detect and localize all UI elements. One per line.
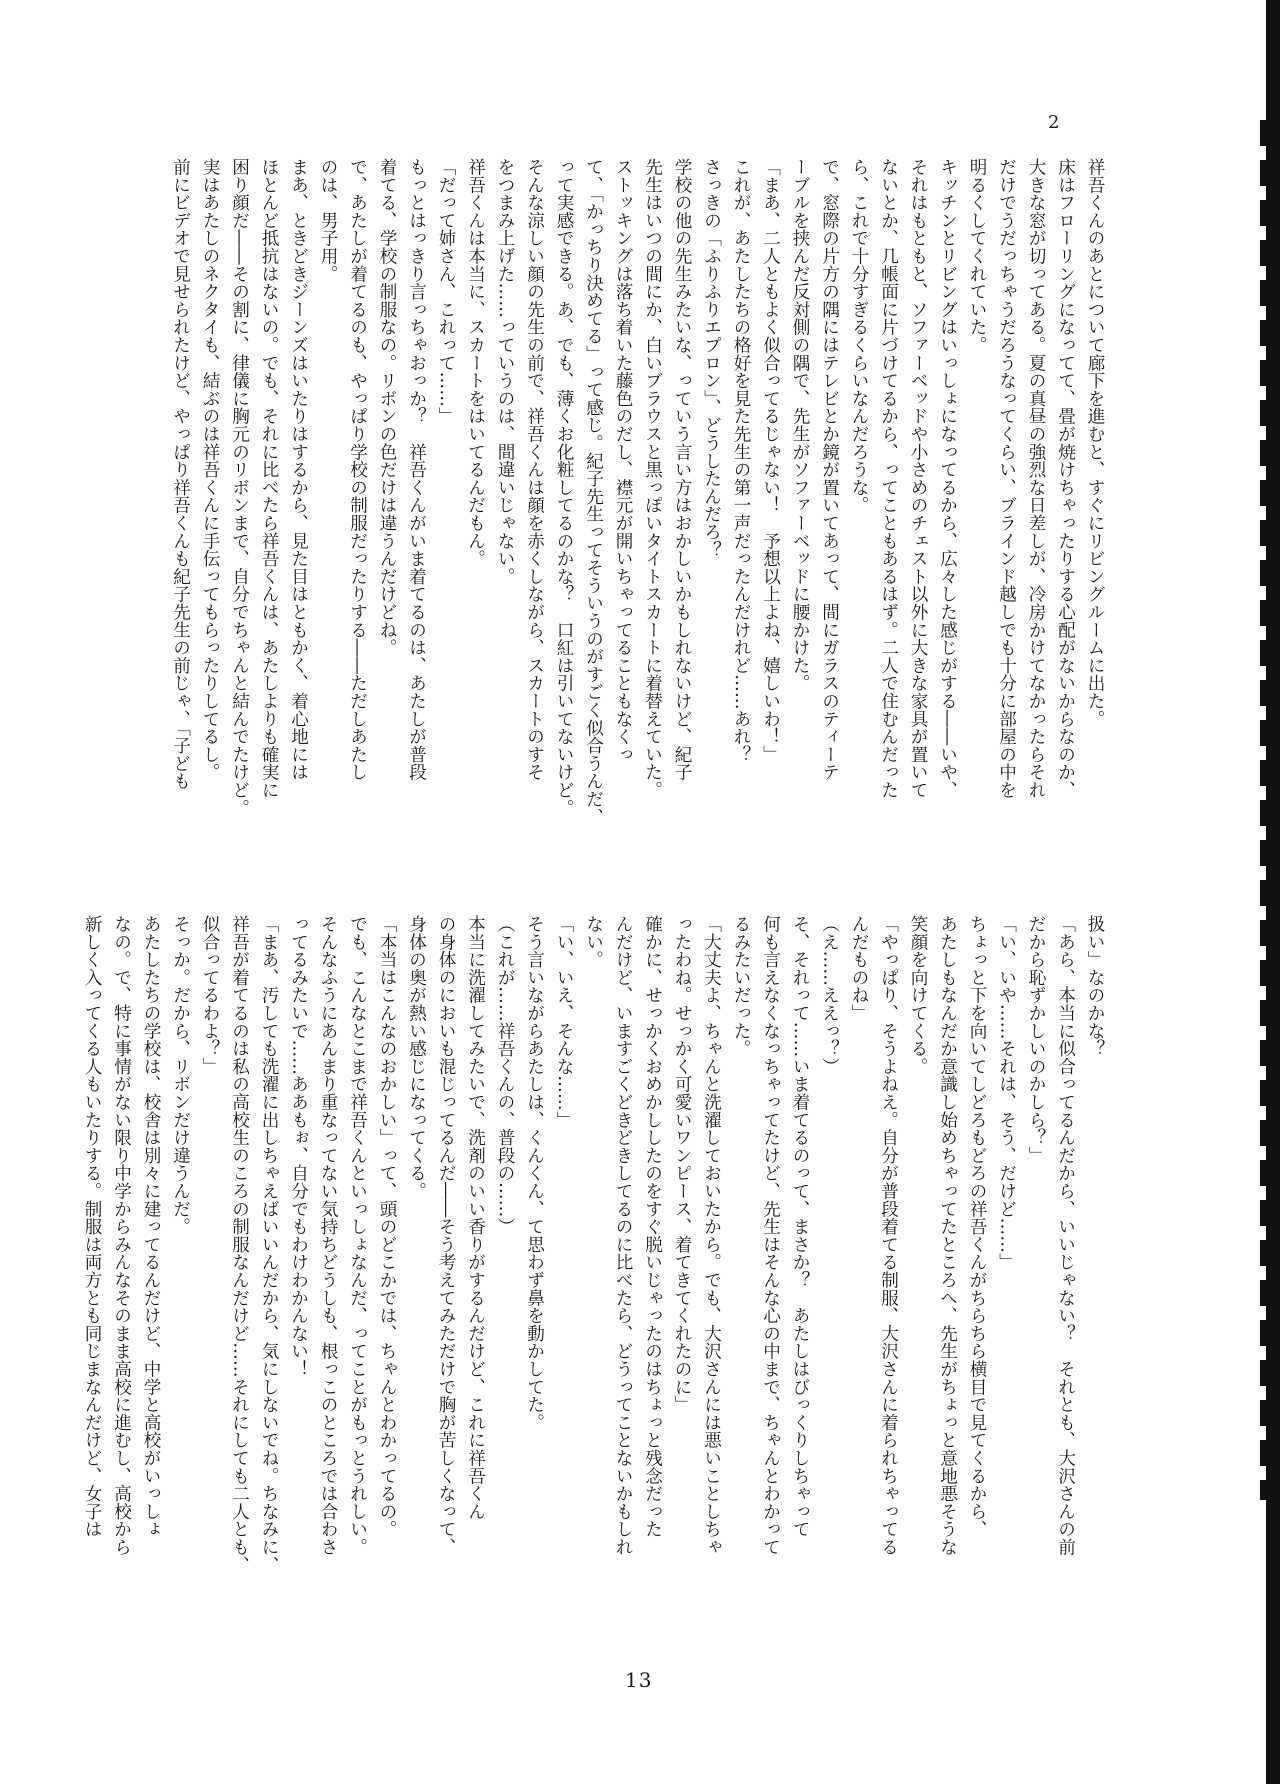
text-line: て、「かっちり決めてる」って感じ。紀子先生ってそういうのがすごく似合うんだ、: [583, 158, 604, 826]
text-line: ちょっと下を向いてしどろもどろの祥吾くんがちらちら横目で見てくるから、: [967, 915, 987, 1538]
text-line: だから恥ずかしいのかしら？」: [1026, 915, 1046, 1165]
text-line: 床はフローリングになってて、畳が焼けちゃったりする心配がないからなのか、: [1055, 158, 1076, 799]
text-line: ーブルを挟んだ反対側の隅で、先生がソファーベッドに腰かけた。: [790, 158, 810, 692]
text-line: 「だって姉さん、これって……」: [436, 158, 456, 425]
text-line: 「い、いえ、そんな……」: [554, 915, 574, 1129]
upper-text-block: [139, 158, 1109, 858]
text-line: ストッキングは落ち着いた藤色のだし、襟元が開いちゃってることもなくっ: [613, 158, 633, 764]
text-line: 「あら、本当に似合ってるんだから、いいじゃない？ それとも、大沢さんの前: [1055, 915, 1076, 1556]
text-line: 困り顔だ――その割に、律儀に胸元のリボンまで、自分でちゃんと結んでたけど。: [229, 158, 250, 817]
text-line: 「やっぱり、そうよねえ。自分が普段着てる制服、大沢さんに着られちゃってる: [878, 915, 899, 1556]
text-line: ほとんど抵抗はないの。でも、それに比べたら祥吾くんは、あたしよりも確実に: [259, 158, 279, 799]
text-line: 着てる、学校の制服なの。リボンの色だけは違うんだけどね。: [377, 158, 397, 657]
text-line: ったわね。せっかく可愛いワンピース、着てきてくれたのに」: [672, 915, 692, 1414]
text-line: まあ、ときどきジーンズはいたりはするから、見た目はともかく、着心地には: [288, 158, 309, 781]
text-line: 身体の奥が熱い感じになってくる。: [406, 915, 427, 1200]
text-line: 大きな窓が切ってある。夏の真昼の強烈な日差しが、冷房かけてなかったらそれ: [1026, 158, 1046, 799]
page-number: 13: [625, 1668, 653, 1692]
text-line: （これが……祥吾くんの、普段の……）: [495, 915, 515, 1236]
text-line: 先生はいつの間にか、白いブラウスと黒っぽいタイトスカートに着替えていた。: [642, 158, 663, 799]
text-line: （え……ええっ？）: [819, 915, 840, 1076]
text-line: 「まあ、二人ともよく似合ってるじゃない！ 予想以上よね、嬉しいわ！」: [760, 158, 781, 764]
text-line: 祥吾が着てるのは私の高校生のころの制服なんだけど……それにしても二人とも、: [229, 915, 250, 1574]
text-line: そんな涼しい顔の先生の前で、祥吾くんは顔を赤くしながら、スカートのすそ: [524, 158, 545, 781]
text-line: そ、それって……いま着てるのって、まさか？ あたしはびっくりしちゃって: [790, 915, 810, 1538]
text-line: ってるみたいで……ああもぉ、自分でもわけわかんない！: [288, 915, 309, 1378]
text-line: んだけど、いますごくどきどきしてるのに比べたら、どうってことないかもしれ: [613, 915, 633, 1556]
text-line: ら、これで十分すぎるくらいなんだろうな。: [849, 158, 869, 514]
text-line: そう言いながらあたしは、くんくん、て思わず鼻を動かしてた。: [524, 915, 545, 1432]
text-line: の身体のにおいも混じってるんだ――そう考えてみただけで胸が苦しくなって、: [436, 915, 456, 1556]
text-line: 本当に洗濯してみたいで、洗剤のいい香りがするんだけど、これに祥吾くん: [465, 915, 486, 1521]
text-line: 確かに、せっかくおめかししたのをすぐ脱いじゃったのはちょっと残念だった: [642, 915, 663, 1538]
text-line: 祥吾くんは本当に、スカートをはいてるんだもん。: [465, 158, 486, 568]
text-line: 新しく入ってくる人もいたりする。制服は両方とも同じまなんだけど、女子は: [82, 915, 102, 1538]
text-line: ない。: [583, 915, 604, 969]
text-line: で、あたしが着てるのも、やっぱり学校の制服だったりする――ただしあたし: [347, 158, 368, 781]
text-line: のは、男子用。: [318, 158, 338, 283]
text-line: 前にビデオで見せられたけど、やっぱり祥吾くんも紀子先生の前じゃ、「子ども: [170, 158, 191, 790]
text-line: 実はあたしのネクタイも、結ぶのは祥吾くんに手伝ってもらったりしてるし。: [200, 158, 220, 781]
text-line: あたしたちの学校は、校舎は別々に建ってるんだけど、中学と高校がいっしょ: [141, 915, 161, 1538]
text-line: キッチンとリビングはいっしょになってるから、広々した感じがする――いや、: [937, 158, 958, 799]
text-line: 笑顔を向けてくる。: [908, 915, 928, 1076]
text-line: 「大丈夫よ、ちゃんと洗濯しておいたから。でも、大沢さんには悪いことしちゃ: [701, 915, 722, 1556]
text-line: 祥吾くんのあとについて廊下を進むと、すぐにリビングルームに出た。: [1085, 158, 1105, 728]
text-line: そっか。だから、リボンだけ違うんだ。: [170, 915, 191, 1236]
text-line: ないとか、几帳面に片づけてるから、ってこともあるはず。二人で住むんだった: [878, 158, 899, 799]
text-line: それはもともと、ソファーベッドや小さめのチェスト以外に大きな家具が置いて: [908, 158, 928, 799]
text-line: 「本当はこんなのおかしい」って、頭のどこかでは、ちゃんとわかってるの。: [377, 915, 397, 1538]
text-line: だけでうだっちゃうだろうなってくらい、ブラインド越しでも十分に部屋の中を: [996, 158, 1017, 799]
text-line: さっきの「ふりふりエプロン」、どうしたんだろ？: [701, 158, 722, 559]
text-line: 何も言えなくなっちゃってたけど、先生はそんな心の中まで、ちゃんとわかって: [760, 915, 781, 1556]
text-line: んだものね」: [849, 915, 869, 1022]
text-line: で、窓際の片方の隅にはテレビとか鏡が置いてあって、間にガラスのティーテ: [819, 158, 840, 781]
text-line: 似合ってるわよ？」: [200, 915, 220, 1076]
lower-text-block: [82, 915, 1109, 1615]
text-line: でも、こんなとこまで祥吾くんといっしょなんだ、ってことがもっとうれしい。: [347, 915, 368, 1556]
text-line: 明るくしてくれていた。: [967, 158, 987, 354]
binding-edge-marks: [1266, 0, 1280, 1784]
text-line: って実感できる。あ、でも、薄くお化粧してるのかな？ 口紅は引いてないけど。: [554, 158, 574, 817]
text-line: をつまみ上げた……っていうのは、間違いじゃない。: [495, 158, 515, 586]
text-line: るみたいだった。: [731, 915, 751, 1058]
text-line: 扱い」なのかな？: [1085, 915, 1105, 1058]
text-line: これが、あたしたちの格好を見た先生の第一声だったんだけれど……あれ？: [731, 158, 751, 764]
section-number: 2: [1048, 112, 1060, 133]
text-line: 「まあ、汚しても洗濯に出しちゃえばいいんだから、気にしないでね。ちなみに、: [259, 915, 279, 1574]
text-line: なの。で、特に事情がない限り中学からみんなそのまま高校に進むし、高校から: [111, 915, 132, 1556]
text-line: あたしもなんだか意識し始めちゃってたところへ、先生がちょっと意地悪そうな: [937, 915, 958, 1556]
text-line: もっとはっきり言っちゃおっか？ 祥吾くんがいま着てるのは、あたしが普段: [406, 158, 427, 781]
text-line: 学校の他の先生みたいな、っていう言い方はおかしいかもしれないけど、紀子: [672, 158, 692, 781]
text-line: 「い、いや……それは、そう、だけど……」: [996, 915, 1017, 1271]
text-line: そんなふうにあんまり重なってない気持ちどうしも、根っこのところでは合わさ: [318, 915, 338, 1556]
